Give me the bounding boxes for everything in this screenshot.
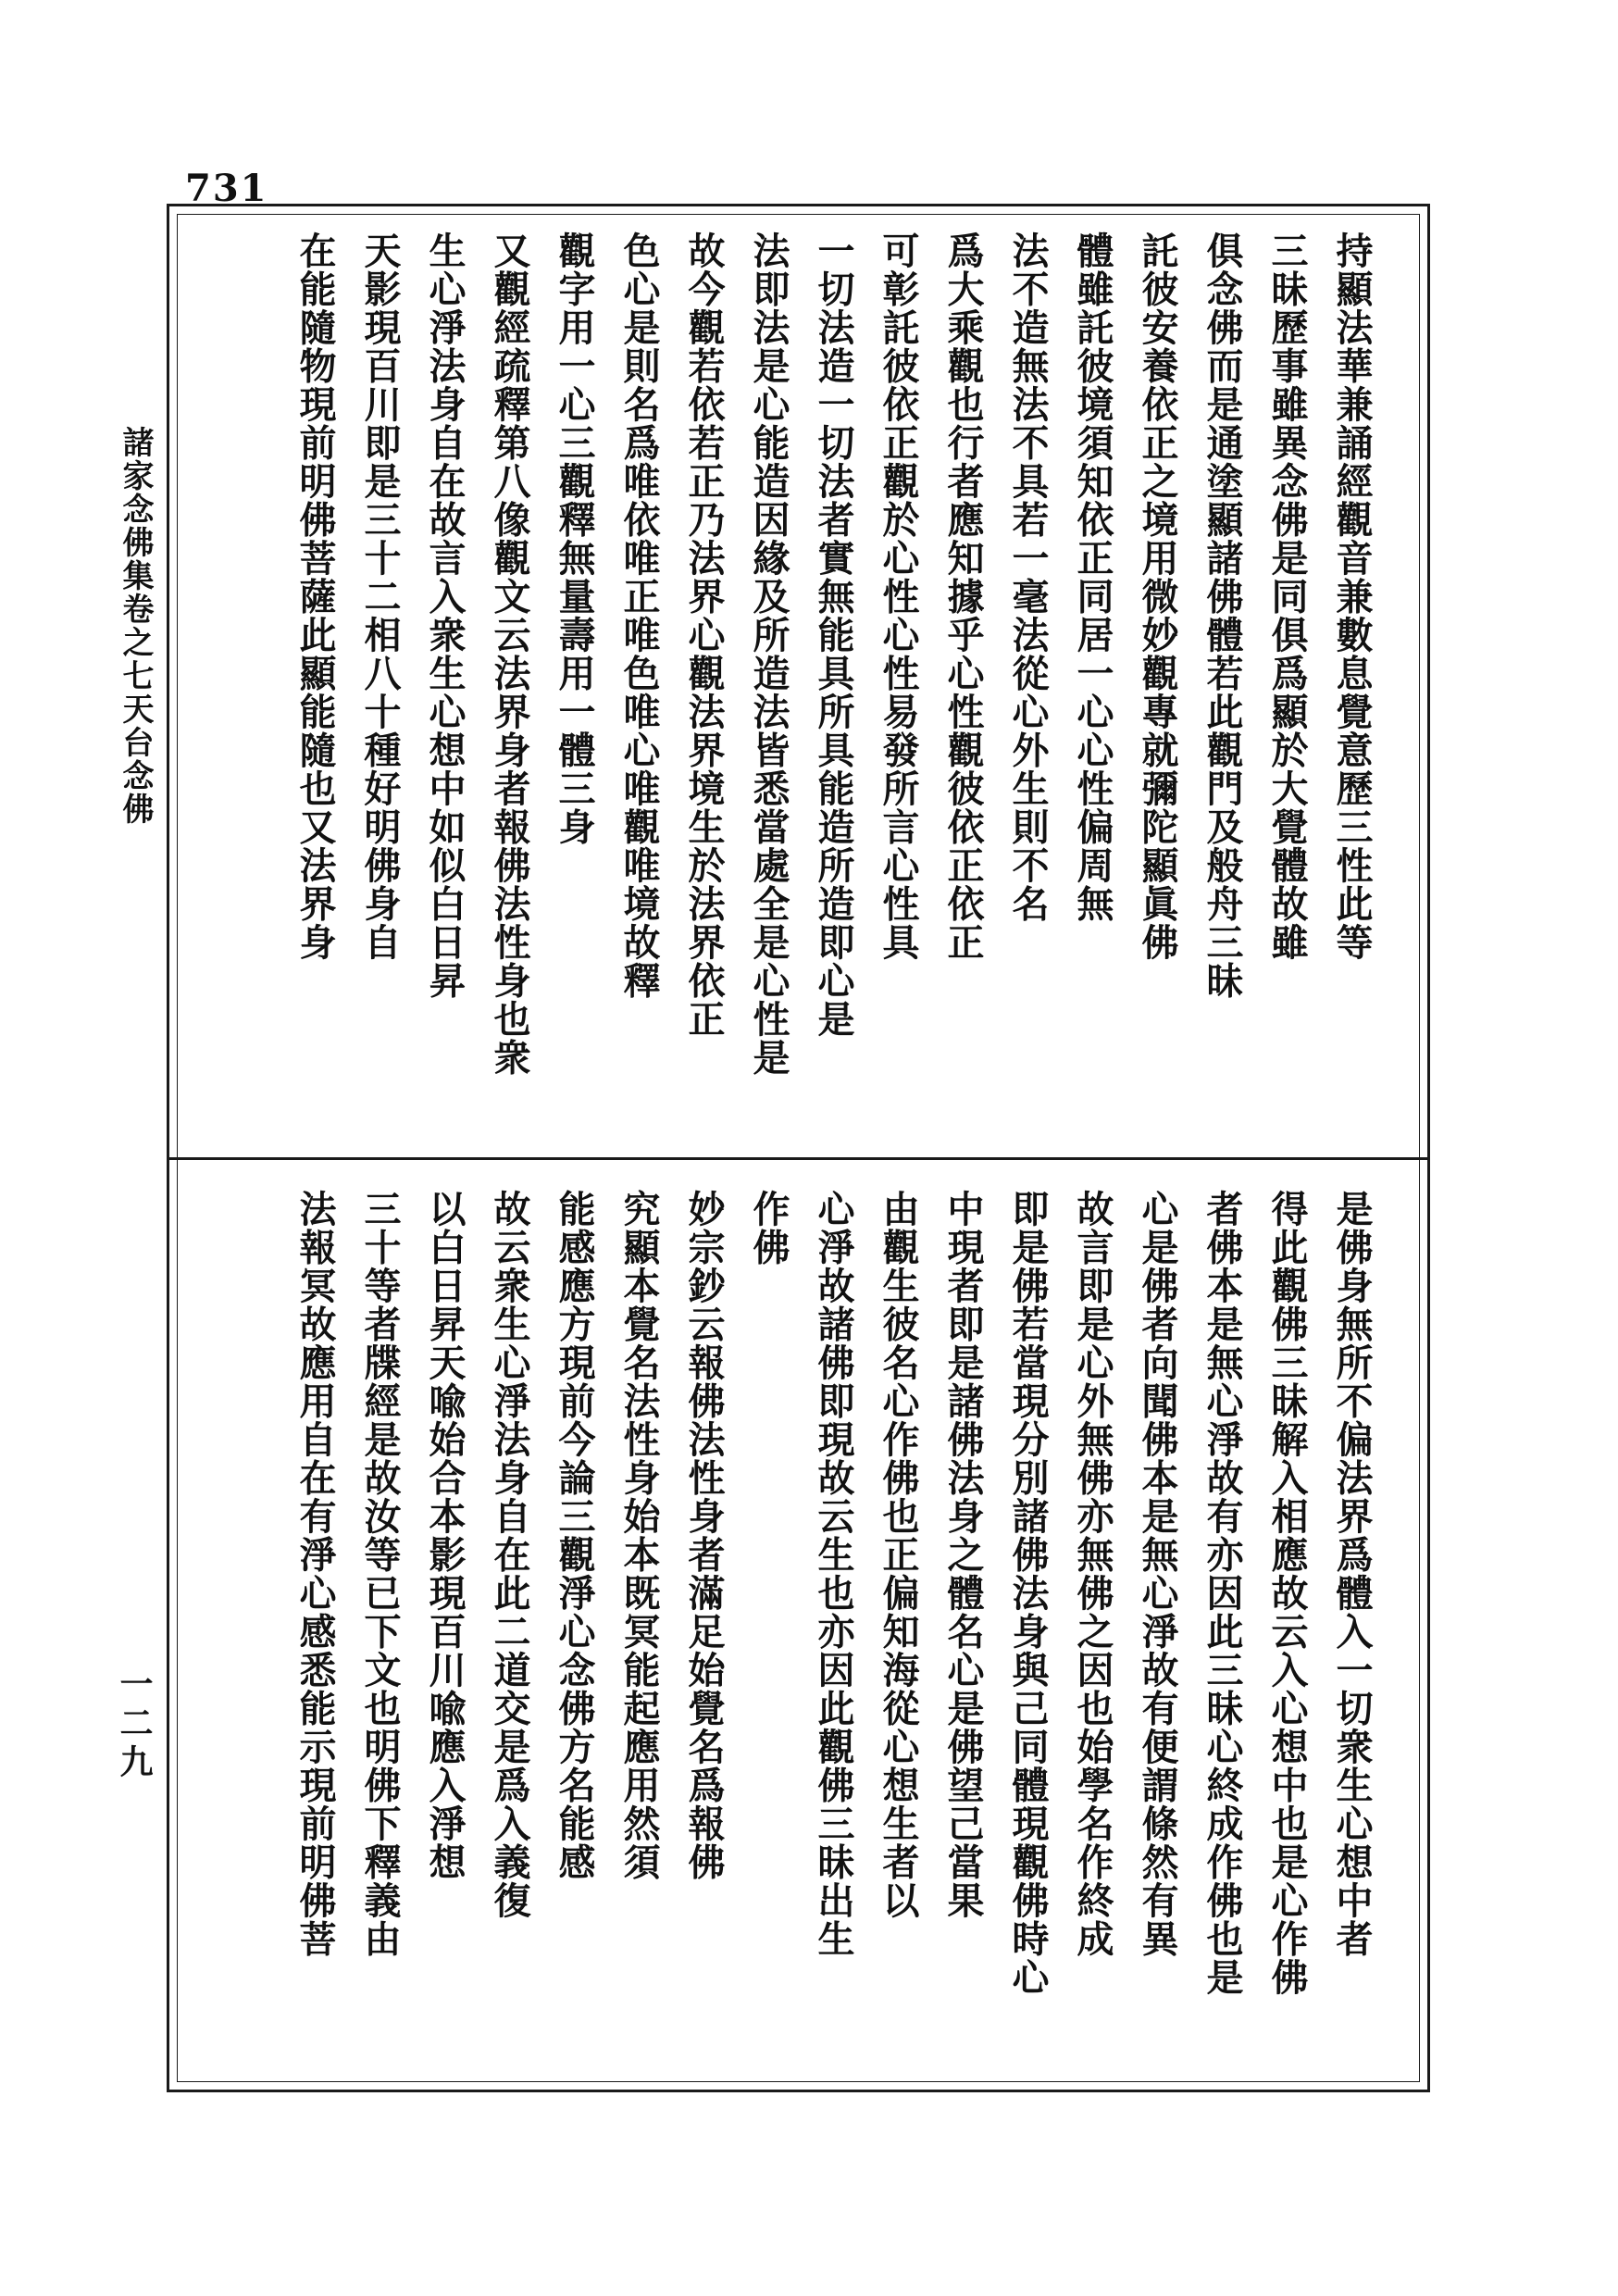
- text-column: 是佛身無所不偏法界爲體入一切衆生心想中者: [1330, 1190, 1374, 1958]
- text-column: 在能隨物現前明佛菩薩此顯能隨也又法界身: [293, 231, 337, 962]
- text-column: 爲大乘觀也行者應知據乎心性觀彼依正依正: [941, 231, 985, 962]
- text-column: 究顯本覺名法性身始本既冥能起應用然須: [617, 1190, 661, 1881]
- text-column: 能感應方現前今論三觀淨心念佛方名能感: [553, 1190, 596, 1881]
- text-column: 一切法造一切法者實無能具所具能造所造即心是: [812, 231, 855, 1039]
- text-column: 得此觀佛三昧解入相應故云入心想中也是心作佛: [1265, 1190, 1309, 1997]
- text-column: 持顯法華兼誦經觀音兼數息覺意歷三性此等: [1330, 231, 1374, 962]
- text-column: 天影現百川即是三十二相八十種好明佛身自: [358, 231, 402, 962]
- text-column: 心淨故諸佛即現故云生也亦因此觀佛三昧出生: [812, 1190, 855, 1958]
- text-column: 法報冥故應用自在有淨心感悉能示現前明佛菩: [293, 1190, 337, 1958]
- running-title: 諸家念佛集卷之七天台念佛: [117, 426, 154, 826]
- lower-text-block: [208, 1190, 1384, 2060]
- text-column: 故言即是心外無佛亦無佛之因也始學名作終成: [1071, 1190, 1114, 1958]
- text-column: 作佛: [747, 1190, 790, 1267]
- text-column: 心是佛者向聞佛本是無心淨故有便謂條然有異: [1136, 1190, 1179, 1958]
- text-column: 三十等者牒經是故汝等已下文也明佛下釋義由: [358, 1190, 402, 1958]
- section-divider: [167, 1157, 1430, 1160]
- upper-text-block: [208, 231, 1384, 1139]
- folio-number: 一二九: [115, 1666, 154, 1783]
- text-column: 中現者即是諸佛法身之體名心是佛望己當果: [941, 1190, 985, 1920]
- text-column: 又觀經疏釋第八像觀文云法界身者報佛法性身也衆: [488, 231, 531, 1077]
- text-column: 以白日昇天喩始合本影現百川喩應入淨想: [423, 1190, 467, 1881]
- text-column: 色心是則名爲唯依唯正唯色唯心唯觀唯境故釋: [617, 231, 661, 1000]
- text-column: 者佛本是無心淨故有亦因此三昧心終成作佛也是: [1201, 1190, 1244, 1997]
- text-column: 託彼安養依正之境用微妙觀專就彌陀顯眞佛: [1136, 231, 1179, 962]
- text-column: 俱念佛而是通塗顯諸佛體若此觀門及般舟三昧: [1201, 231, 1244, 1000]
- text-column: 由觀生彼名心作佛也正偏知海從心想生者以: [877, 1190, 920, 1920]
- text-column: 三昧歷事雖異念佛是同俱爲顯於大覺體故雖: [1265, 231, 1309, 962]
- text-column: 即是佛若當現分別諸佛法身與己同體現觀佛時心: [1006, 1190, 1050, 1997]
- text-column: 法即法是心能造因緣及所造法皆悉當處全是心性是: [747, 231, 790, 1077]
- text-column: 觀字用一心三觀釋無量壽用一體三身: [553, 231, 596, 846]
- text-column: 妙宗鈔云報佛法性身者滿足始覺名爲報佛: [682, 1190, 726, 1881]
- text-column: 法不造無法不具若一毫法從心外生則不名: [1006, 231, 1050, 923]
- text-column: 生心淨法身自在故言入衆生心想中如似白日昇: [423, 231, 467, 1000]
- text-column: 體雖託彼境須知依正同居一心心性偏周無: [1071, 231, 1114, 923]
- text-column: 故云衆生心淨法身自在此二道交是爲入義復: [488, 1190, 531, 1920]
- text-column: 可彰託彼依正觀於心性心性易發所言心性具: [877, 231, 920, 962]
- text-column: 故今觀若依若正乃法界心觀法界境生於法界依正: [682, 231, 726, 1039]
- page-number: 731: [185, 167, 268, 210]
